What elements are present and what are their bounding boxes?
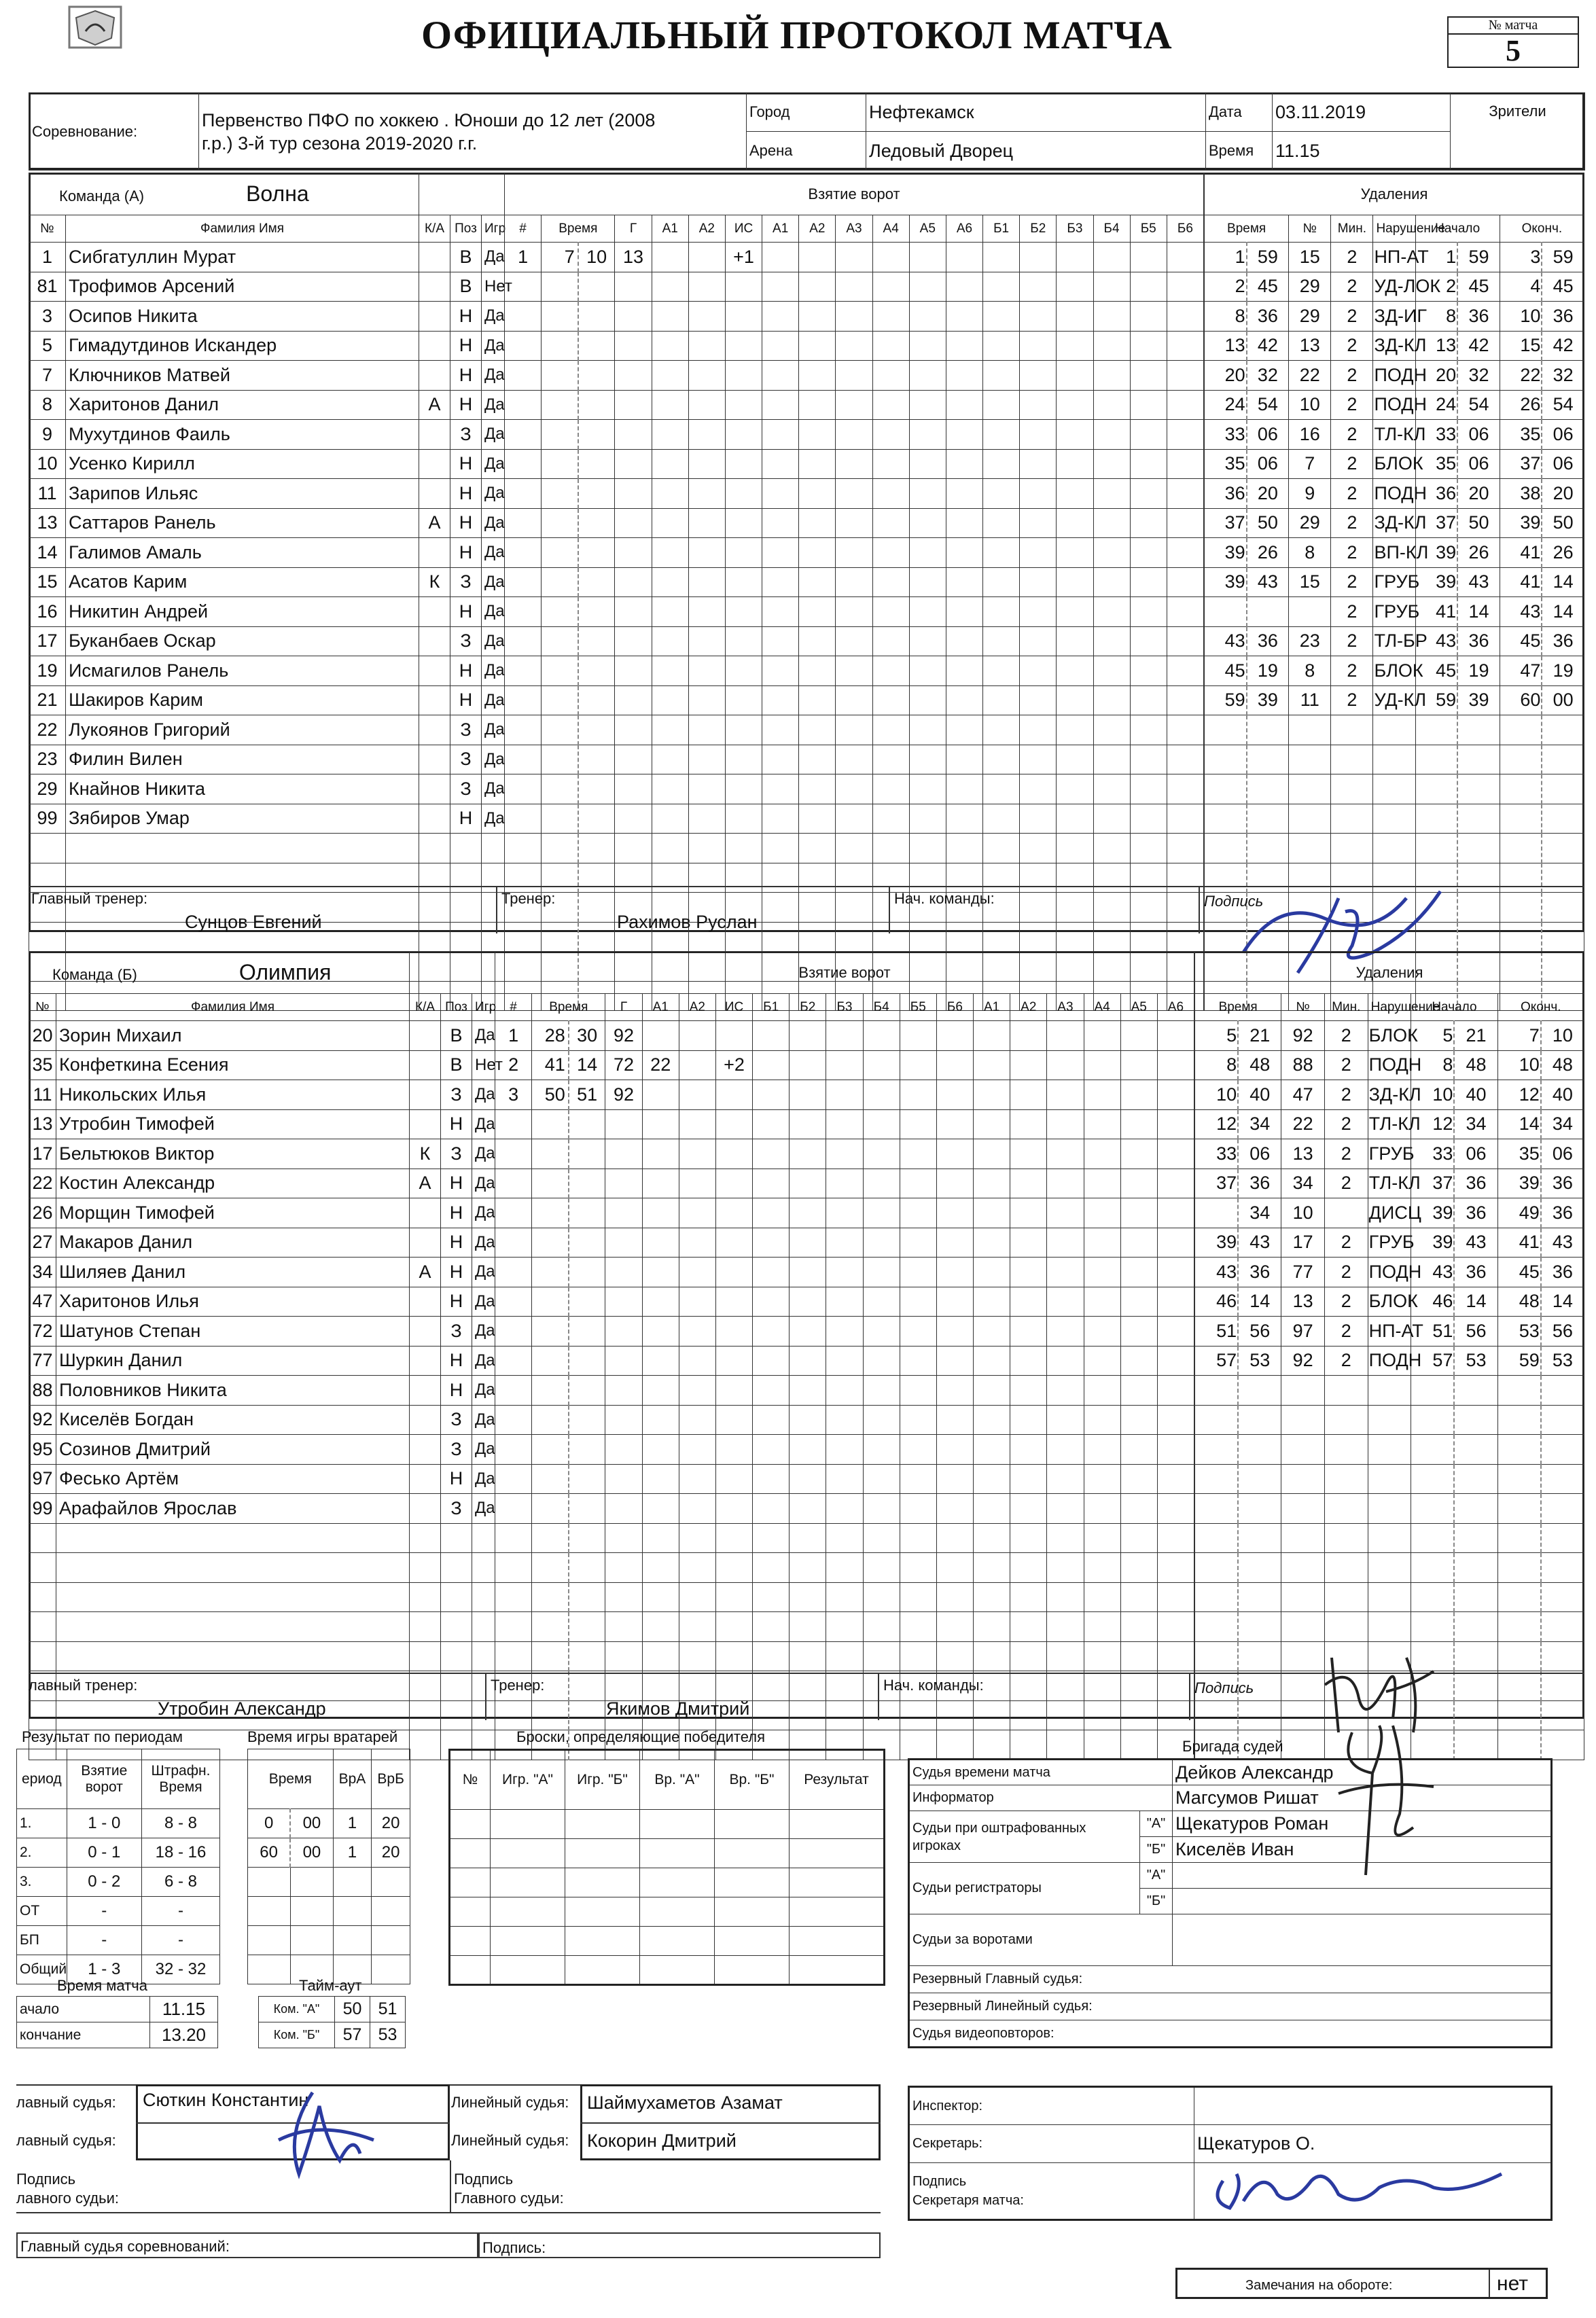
penalty-row: 12 34 22 2 ТЛ-КЛ 12 34 14 34: [1195, 1109, 1584, 1139]
player-row: 81 Трофимов Арсений В Нет: [29, 272, 505, 302]
team-b-penalties-block: [1194, 951, 1584, 1760]
penalty-row: 57 53 92 2 ПОДН 57 53 59 53: [1195, 1346, 1584, 1376]
informer: Магсумов Ришат: [1173, 1785, 1552, 1811]
goal-row: 1 28 30 92: [495, 1021, 1194, 1051]
goalies-table: Время ВрА ВрБ 0 00 1 20 60 00 1 20: [247, 1749, 410, 1984]
penalty-row: [1205, 774, 1584, 804]
penalty-row: [1205, 834, 1584, 863]
penalty-row: 37 36 34 2 ТЛ-КЛ 37 36 39 36: [1195, 1169, 1584, 1198]
team-b-trainer-label: Тренер:: [491, 1677, 545, 1694]
goal-row: [495, 1228, 1194, 1258]
player-row: 11 Зарипов Ильяс Н Да: [29, 479, 505, 509]
team-a-goals-block: [504, 173, 1204, 1011]
player-row: 1 Сибгатуллин Мурат В Да: [29, 243, 505, 272]
goalie-row: 60 00 1 20: [248, 1838, 410, 1868]
penalty-row: 33 06 13 2 ГРУБ 33 06 35 06: [1195, 1139, 1584, 1169]
penalty-row: [1195, 1435, 1584, 1465]
period-row: 1. 1 - 0 8 - 8: [17, 1809, 220, 1838]
player-row: 26 Морщин Тимофей Н Да: [29, 1198, 495, 1228]
goalies-title: Время игры вратарей: [247, 1728, 398, 1745]
period-row: ОТ - -: [17, 1897, 220, 1926]
team-b-goals-table: Взятие ворот # Время Г А1 А2 ИС Б1 Б2 Б3 Б4 Б5 Б6 А1 А2 А3 А4 А5 А6 1 28 30 92 2 41 14 72 22 +2 3 50 51 92: [495, 951, 1194, 1760]
main-ref-label: лавный судья:: [16, 2094, 116, 2111]
goal-row: [495, 1435, 1194, 1465]
penalty-row: [1195, 1494, 1584, 1524]
shootout-row: [450, 1868, 885, 1897]
time-value: 11.15: [1273, 132, 1451, 171]
goal-row: [505, 804, 1204, 834]
main-ref-1: Сюткин Константин: [143, 2090, 309, 2110]
line-ref-label-1: Линейный судья:: [451, 2094, 569, 2111]
team-a-coach: Сунцов Евгений: [185, 912, 322, 932]
periods-title: Результат по периодам: [22, 1728, 183, 1745]
goal-row: [505, 538, 1204, 568]
secretary: Щекатуров О.: [1194, 2125, 1552, 2163]
date-label: Дата: [1206, 93, 1273, 132]
player-row: 97 Фесько Артём Н Да: [29, 1464, 495, 1494]
player-row: 72 Шатунов Степан З Да: [29, 1317, 495, 1347]
penalty-row: 8 48 88 2 ПОДН 8 48 10 48: [1195, 1050, 1584, 1080]
brigade-table: Судья времени матча Дейков Александр Информатор Магсумов Ришат Судьи при оштрафованных игроках "А" Щекатуров Роман "Б" Киселёв Иван Судьи регистраторы "А" "Б" Судьи за воротами Резервный Главный судья: Резервный Линейный судья: Судья видеоповторов:: [908, 1758, 1553, 2048]
match-number-label: № матча: [1449, 18, 1578, 35]
penalty-row: 2 45 29 2 УД-ЛОК 2 45 4 45: [1205, 272, 1584, 302]
penalty-row: [1205, 715, 1584, 745]
player-row: 13 Саттаров Ранель А Н Да: [29, 508, 505, 538]
page-title: ОФИЦИАЛЬНЫЙ ПРОТОКОЛ МАТЧА: [421, 13, 1173, 57]
city-label: Город: [747, 93, 866, 132]
player-row: 9 Мухутдинов Фаиль З Да: [29, 420, 505, 450]
penalty-row: [1205, 804, 1584, 834]
penalty-row: 39 43 15 2 ГРУБ 39 43 41 14: [1205, 567, 1584, 597]
arena-label: Арена: [747, 132, 866, 171]
timeout-title: Тайм-аут: [299, 1977, 362, 1994]
player-row: 14 Галимов Амаль Н Да: [29, 538, 505, 568]
team-b-sign-label: Подпись: [1194, 1679, 1254, 1696]
player-row: [29, 834, 505, 863]
penalty-row: 33 06 16 2 ТЛ-КЛ 33 06 35 06: [1205, 420, 1584, 450]
team-a-players-table: Команда (А) Волна № Фамилия Имя К/А Поз Игр 1 Сибгатуллин Мурат В Да 81 Трофимов Арсений В Нет 3 Осипов Никита Н Да 5 Гимадутдинов Искандер Н Да 7 Ключников Матвей Н Да 8 Харитонов Данил А Н Да 9 Мухутдинов Фаиль З Да 10 Усенко Кирилл Н Да 11 Зарипов Ильяс Н Да 13 Саттаров Ранель А Н Да 14 Галимов Амаль Н Да 15 Асатов Карим К З Да 16 Никитин Андрей Н Да 17 Буканбаев Оскар З Да 19 Исмагилов Ранель Н Да 21 Шакиров Карим Н Да 22 Лукоянов Григорий З Да 23 Филин Вилен З Да 29 Кнайнов Никита З Да 99 Зябиров Умар Н Да: [29, 173, 505, 1011]
penalty-row: [1195, 1376, 1584, 1406]
penalty-row: [1195, 1405, 1584, 1435]
emblem-icon: [68, 5, 122, 49]
player-row: 8 Харитонов Данил А Н Да: [29, 390, 505, 420]
goal-row: [495, 1523, 1194, 1553]
player-row: [29, 1612, 495, 1642]
main-ref-signature: [258, 2079, 394, 2188]
player-row: 16 Никитин Андрей Н Да: [29, 597, 505, 627]
goal-row: [495, 1464, 1194, 1494]
penalty-row: 35 06 7 2 БЛОК 35 06 37 06: [1205, 449, 1584, 479]
team-b-coach: Утробин Александр: [158, 1698, 326, 1719]
team-a-goals-table: Взятие ворот # Время Г А1 А2 ИС А1 А2 А3 А4 А5 А6 Б1 Б2 Б3 Б4 Б5 Б6 1 7 10 13 +1: [504, 173, 1204, 1011]
officials-block: [16, 2084, 881, 2258]
penalty-row: 39 43 17 2 ГРУБ 39 43 41 43: [1195, 1228, 1584, 1258]
comp-ref-label: Главный судья соревнований:: [20, 2238, 230, 2255]
timekeeper: Дейков Александр: [1173, 1760, 1552, 1785]
goal-row: [505, 656, 1204, 686]
goal-row: [495, 1376, 1194, 1406]
city-value: Нефтекамск: [866, 93, 1206, 132]
team-a-players-block: [29, 173, 512, 1011]
remarks-box: [1175, 2268, 1548, 2299]
goal-row: [505, 302, 1204, 332]
penalty-row: 46 14 13 2 БЛОК 46 14 48 14: [1195, 1287, 1584, 1317]
goal-row: [495, 1405, 1194, 1435]
goal-row: [495, 1612, 1194, 1642]
penalty-row: 43 36 23 2 ТЛ-БР 43 36 45 36: [1205, 626, 1584, 656]
competition-value: Первенство ПФО по хоккею . Юноши до 12 лет (2008 г.р.) 3-й тур сезона 2019-2020 г.г.: [199, 93, 747, 171]
shootout-table: № Игр. "А" Игр. "Б" Вр. "А" Вр. "Б" Результат: [448, 1749, 885, 1986]
goal-row: [495, 1287, 1194, 1317]
penbox-b: Киселёв Иван: [1173, 1837, 1552, 1863]
goal-row: [495, 1198, 1194, 1228]
penalty-row: 34 10 ДИСЦ 39 36 49 36: [1195, 1198, 1584, 1228]
penalty-row: 20 32 22 2 ПОДН 20 32 22 32: [1205, 361, 1584, 391]
shootout-row: [450, 1810, 885, 1839]
team-a-chief-label: Нач. команды:: [894, 890, 995, 907]
penalty-row: 13 42 13 2 ЗД-КЛ 13 42 15 42: [1205, 331, 1584, 361]
player-row: 95 Созинов Дмитрий З Да: [29, 1435, 495, 1465]
goal-row: [505, 715, 1204, 745]
team-a-goals-title: Взятие ворот: [505, 173, 1204, 215]
competition-label: Соревнование:: [29, 93, 199, 171]
team-a-label: Команда (А) Волна: [29, 173, 419, 215]
shootout-row: [450, 1839, 885, 1868]
goal-row: [505, 361, 1204, 391]
penalty-row: [1195, 1523, 1584, 1553]
player-row: 22 Лукоянов Григорий З Да: [29, 715, 505, 745]
team-b-label: Команда (Б) Олимпия: [29, 952, 410, 994]
player-row: 77 Шуркин Данил Н Да: [29, 1346, 495, 1376]
goal-row: [495, 1641, 1194, 1671]
shootout-row: [450, 1956, 885, 1985]
player-row: 34 Шиляев Данил А Н Да: [29, 1258, 495, 1287]
shootout-row: [450, 1897, 885, 1927]
match-time-table: ачало 11.15 кончание 13.20: [16, 1996, 218, 2048]
shootout-block: [448, 1728, 885, 1986]
team-a-trainer-label: Тренер:: [501, 890, 556, 907]
goal-row: [505, 834, 1204, 863]
brigade-signature: [1325, 1712, 1447, 1889]
goal-row: [505, 508, 1204, 538]
goal-row: [505, 479, 1204, 509]
player-row: 88 Половников Никита Н Да: [29, 1376, 495, 1406]
penalty-row: 51 56 97 2 НП-АТ 51 56 53 56: [1195, 1317, 1584, 1347]
player-row: 17 Буканбаев Оскар З Да: [29, 626, 505, 656]
penalty-row: [1205, 745, 1584, 774]
line-ref-label-2: Линейный судья:: [451, 2132, 569, 2149]
player-row: 27 Макаров Данил Н Да: [29, 1228, 495, 1258]
goal-row: [505, 745, 1204, 774]
match-number-box: [1447, 16, 1579, 68]
player-row: 11 Никольских Илья З Да: [29, 1080, 495, 1110]
team-b-chief-label: Нач. команды:: [883, 1677, 984, 1694]
player-row: 13 Утробин Тимофей Н Да: [29, 1109, 495, 1139]
player-row: 7 Ключников Матвей Н Да: [29, 361, 505, 391]
brigade-title: Бригада судей: [1182, 1738, 1283, 1755]
team-a-penalties-title: Удаления: [1205, 173, 1584, 215]
penalty-row: [1195, 1553, 1584, 1583]
date-value: 03.11.2019: [1273, 93, 1451, 132]
player-row: [29, 1553, 495, 1583]
player-row: 20 Зорин Михаил В Да: [29, 1021, 495, 1051]
goal-row: 1 7 10 13 +1: [505, 243, 1204, 272]
penalty-row: 10 40 47 2 ЗД-КЛ 10 40 12 40: [1195, 1080, 1584, 1110]
player-row: 15 Асатов Карим К З Да: [29, 567, 505, 597]
goal-row: [495, 1317, 1194, 1347]
match-time-block: [16, 1977, 218, 2048]
goal-row: [505, 774, 1204, 804]
team-a-sign-label: Подпись: [1204, 893, 1264, 910]
info-grid: [29, 92, 1585, 171]
goal-row: [505, 390, 1204, 420]
team-b-goals-block: [495, 951, 1194, 1760]
team-a-coach-label: Главный тренер:: [31, 890, 148, 907]
goalie-row: [248, 1897, 410, 1926]
goal-row: [505, 597, 1204, 627]
penalty-row: 24 54 10 2 ПОДН 24 54 26 54: [1205, 390, 1584, 420]
penalty-row: 1 59 15 2 НП-АТ 1 59 3 59: [1205, 243, 1584, 272]
sign-main-label: Подпись лавного судьи:: [16, 2171, 120, 2207]
player-row: 21 Шакиров Карим Н Да: [29, 685, 505, 715]
goalie-row: 0 00 1 20: [248, 1809, 410, 1838]
main-ref-2-label: лавный судья:: [16, 2132, 116, 2149]
line-ref-2: Кокорин Дмитрий: [587, 2130, 737, 2151]
goal-row: 3 50 51 92: [495, 1080, 1194, 1110]
team-a-name: Волна: [246, 181, 309, 206]
player-row: 99 Зябиров Умар Н Да: [29, 804, 505, 834]
team-a-trainer: Рахимов Руслан: [617, 912, 758, 932]
team-b-penalties-title: Удаления: [1195, 952, 1584, 994]
player-row: [29, 1523, 495, 1553]
penalty-row: [1195, 1582, 1584, 1612]
team-a-penalties-table: Удаления Время № Мин. Нарушение Начало Оконч. 1 59 15 2 НП-АТ 1 59 3 59 2 45 29 2 УД-ЛОК 2 45 4 45 8 36 29 2 ЗД-ИГ 8 36 10 36 13 42 13 2 ЗД-КЛ 13 42 15 42 20 32 22 2 ПОДН 20 32 22 32 24 54 10 2 ПОДН 24 54 26 54 33 06 16 2 ТЛ-КЛ 33 06 35 06 35 06 7 2 БЛОК 35 06 37 06 36 20 9 2 ПОДН 36 20 38 20 37 50 29 2 ЗД-КЛ 37 50 39 50 39 26 8 2 ВП-КЛ 39 26 41 26 39 43 15 2 ГРУБ 39 43 41 14 2 ГРУБ 41 14 43 14 43 36 23 2 ТЛ-БР 43 36 45 36 45 19 8 2 БЛОК 45 19 47 19 59 39 11 2 УД-КЛ 59 39 60 00: [1204, 173, 1584, 1011]
player-row: 92 Киселёв Богдан З Да: [29, 1405, 495, 1435]
team-b-trainer: Якимов Дмитрий: [606, 1698, 750, 1719]
penalty-row: 45 19 8 2 БЛОК 45 19 47 19: [1205, 656, 1584, 686]
shootout-row: [450, 1927, 885, 1956]
player-row: 3 Осипов Никита Н Да: [29, 302, 505, 332]
goal-row: [495, 1139, 1194, 1169]
player-row: 10 Усенко Кирилл Н Да: [29, 449, 505, 479]
penalty-row: [1195, 1612, 1584, 1642]
goal-row: [495, 1346, 1194, 1376]
player-row: 99 Арафайлов Ярослав З Да: [29, 1494, 495, 1524]
line-ref-1: Шаймухаметов Азамат: [587, 2092, 783, 2113]
spectators-label: Зрители: [1451, 93, 1585, 171]
player-row: 23 Филин Вилен З Да: [29, 745, 505, 774]
goal-row: 2 41 14 72 22 +2: [495, 1050, 1194, 1080]
player-row: 47 Харитонов Илья Н Да: [29, 1287, 495, 1317]
goal-row: [505, 685, 1204, 715]
penalty-row: 2 ГРУБ 41 14 43 14: [1205, 597, 1584, 627]
goal-row: [505, 626, 1204, 656]
goalie-row: [248, 1868, 410, 1897]
period-row: 3. 0 - 2 6 - 8: [17, 1868, 220, 1897]
remarks-value: нет: [1497, 2272, 1528, 2295]
goalies-block: [247, 1728, 410, 1984]
team-b-goals-title: Взятие ворот: [495, 952, 1194, 994]
goal-row: [505, 449, 1204, 479]
goal-row: [505, 331, 1204, 361]
penalty-row: 37 50 29 2 ЗД-КЛ 37 50 39 50: [1205, 508, 1584, 538]
player-row: 5 Гимадутдинов Искандер Н Да: [29, 331, 505, 361]
timeout-block: [258, 1977, 406, 2048]
arena-value: Ледовый Дворец: [866, 132, 1206, 171]
player-row: [29, 1582, 495, 1612]
goal-row: [495, 1553, 1194, 1583]
penalty-row: 39 26 8 2 ВП-КЛ 39 26 41 26: [1205, 538, 1584, 568]
player-row: 35 Конфеткина Есения В Нет: [29, 1050, 495, 1080]
goal-row: [505, 420, 1204, 450]
penalty-row: 59 39 11 2 УД-КЛ 59 39 60 00: [1205, 685, 1584, 715]
periods-block: [16, 1728, 220, 1984]
goal-row: [495, 1109, 1194, 1139]
penbox-a: Щекатуров Роман: [1173, 1811, 1552, 1837]
penalty-row: 36 20 9 2 ПОДН 36 20 38 20: [1205, 479, 1584, 509]
penalty-row: 5 21 92 2 БЛОК 5 21 7 10: [1195, 1021, 1584, 1051]
period-row: БП - -: [17, 1926, 220, 1955]
remarks-label: Замечания на обороте:: [1245, 2278, 1393, 2293]
match-time-title: Время матча: [57, 1977, 147, 1994]
comp-ref-sign-label: Подпись:: [482, 2239, 546, 2256]
player-row: 22 Костин Александр А Н Да: [29, 1169, 495, 1198]
timeout-table: Ком. "А" 50 51 Ком. "Б" 57 53: [258, 1996, 406, 2048]
time-label: Время: [1206, 132, 1273, 171]
team-b-coach-label: лавный тренер:: [29, 1677, 138, 1694]
shootout-title: Броски, определяющие победителя: [516, 1728, 765, 1745]
goalie-row: [248, 1926, 410, 1955]
player-row: [29, 1641, 495, 1671]
team-b-players-block: [29, 951, 503, 1760]
info-table: [29, 92, 1585, 171]
period-row: 2. 0 - 1 18 - 16: [17, 1838, 220, 1868]
goal-row: [505, 567, 1204, 597]
team-b-name: Олимпия: [238, 960, 332, 984]
team-b-players-table: Команда (Б) Олимпия № Фамилия Имя К/А Поз Игр 20 Зорин Михаил В Да 35 Конфеткина Есения В Нет 11 Никольских Илья З Да 13 Утробин Тимофей Н Да 17 Бельтюков Виктор К З Да 22 Костин Александр А Н Да 26 Морщин Тимофей Н Да 27 Макаров Данил Н Да 34 Шиляев Данил А Н Да 47 Харитонов Илья Н Да 72 Шатунов Степан З Да 77 Шуркин Данил Н Да 88 Половников Никита Н Да 92 Киселёв Богдан З Да 95 Созинов Дмитрий З Да 97 Фесько Артём Н Да 99 Арафайлов Ярослав З Да: [29, 951, 495, 1760]
sign-main-label-2: Подпись Главного судьи:: [454, 2171, 564, 2207]
match-number: 5: [1506, 34, 1521, 67]
goal-row: [495, 1582, 1194, 1612]
team-b-penalties-table: Удаления Время № Мин. Нарушение Начало Оконч. 5 21 92 2 БЛОК 5 21 7 10 8 48 88 2 ПОДН 8 48 10 48 10 40 47 2 ЗД-КЛ 10 40 12 40 12 34 22 2 ТЛ-КЛ 12 34 14 34 33 06 13 2 ГРУБ 33 06 35 06 37 36 34 2 ТЛ-КЛ 37 36 39 36 34 10 ДИСЦ 39 36 49 36 39 43 17 2 ГРУБ 39 43 41 43 43 36 77 2 ПОДН 43 36 45 36 46 14 13 2 БЛОК 46 14 48 14 51 56 97 2 НП-АТ 51 56 53 56 57 53 92 2 ПОДН 57 53 59 53: [1194, 951, 1584, 1760]
goal-row: [505, 272, 1204, 302]
period-row: Общий 1 - 3 32 - 32: [17, 1955, 220, 1984]
penalty-row: 43 36 77 2 ПОДН 43 36 45 36: [1195, 1258, 1584, 1287]
match-start: 11.15: [150, 1997, 218, 2022]
player-row: 19 Исмагилов Ранель Н Да: [29, 656, 505, 686]
periods-table: ериод Взятие ворот Штрафн. Время 1. 1 - 0 8 - 8 2. 0 - 1 18 - 16 3. 0 - 2 6 - 8 ОТ - - БП - - Общий 1 - 3 32 - 32: [16, 1749, 220, 1984]
match-end: 13.20: [150, 2022, 218, 2048]
player-row: 29 Кнайнов Никита З Да: [29, 774, 505, 804]
goal-row: [495, 1169, 1194, 1198]
brigade-block: [908, 1758, 1553, 2048]
penalty-row: [1195, 1464, 1584, 1494]
secretary-table: Инспектор: Секретарь: Щекатуров О. Подпись Секретаря матча:: [908, 2086, 1553, 2221]
player-row: 17 Бельтюков Виктор К З Да: [29, 1139, 495, 1169]
goal-row: [495, 1258, 1194, 1287]
penalty-row: 8 36 29 2 ЗД-ИГ 8 36 10 36: [1205, 302, 1584, 332]
secretary-signature: [1203, 2160, 1515, 2222]
goal-row: [495, 1494, 1194, 1524]
